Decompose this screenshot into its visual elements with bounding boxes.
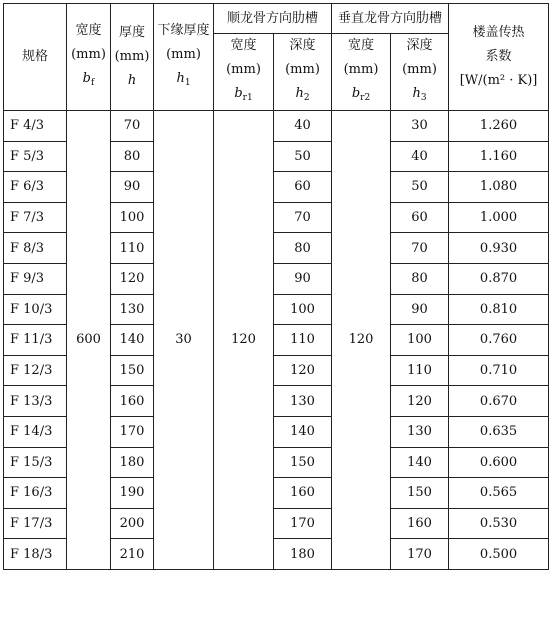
along-depth-cell: 160 (274, 478, 332, 509)
header-perp-joist-rib-group: 垂直龙骨方向肋槽 (332, 4, 449, 34)
spec-cell: F 13/3 (4, 386, 67, 417)
spec-cell: F 16/3 (4, 478, 67, 509)
heat-coef-cell: 0.810 (449, 294, 549, 325)
heat-coef-cell: 0.870 (449, 263, 549, 294)
thickness-cell: 80 (111, 141, 154, 172)
heat-coef-cell: 0.710 (449, 355, 549, 386)
heat-coef-cell: 0.760 (449, 325, 549, 356)
perp-depth-cell: 90 (391, 294, 449, 325)
thickness-cell: 70 (111, 111, 154, 142)
along-depth-cell: 90 (274, 263, 332, 294)
perp-depth-cell: 110 (391, 355, 449, 386)
header-thickness: 厚度 (mm) h (111, 4, 154, 111)
along-depth-cell: 120 (274, 355, 332, 386)
spec-cell: F 18/3 (4, 539, 67, 570)
along-depth-cell: 180 (274, 539, 332, 570)
header-spec: 规格 (4, 4, 67, 111)
spec-cell: F 8/3 (4, 233, 67, 264)
thickness-cell: 210 (111, 539, 154, 570)
perp-depth-cell: 140 (391, 447, 449, 478)
perp-depth-cell: 170 (391, 539, 449, 570)
heat-coef-cell: 0.500 (449, 539, 549, 570)
thickness-cell: 160 (111, 386, 154, 417)
thickness-cell: 190 (111, 478, 154, 509)
heat-coef-cell: 1.080 (449, 172, 549, 203)
header-heat-transfer-coef: 楼盖传热 系数 [W/(m² · K)] (449, 4, 549, 111)
along-depth-cell: 80 (274, 233, 332, 264)
bottom-edge-merged-cell: 30 (154, 111, 214, 570)
spec-cell: F 11/3 (4, 325, 67, 356)
spec-cell: F 10/3 (4, 294, 67, 325)
perp-depth-cell: 120 (391, 386, 449, 417)
header-perp-depth: 深度 (mm) $h_3$ (391, 34, 449, 111)
along-depth-cell: 170 (274, 508, 332, 539)
perp-depth-cell: 130 (391, 416, 449, 447)
along-depth-cell: 100 (274, 294, 332, 325)
spec-cell: F 6/3 (4, 172, 67, 203)
thickness-cell: 90 (111, 172, 154, 203)
heat-coef-cell: 0.930 (449, 233, 549, 264)
table-row (4, 111, 549, 142)
perp-depth-cell: 150 (391, 478, 449, 509)
along-depth-cell: 140 (274, 416, 332, 447)
heat-coef-cell: 0.600 (449, 447, 549, 478)
along-depth-cell: 110 (274, 325, 332, 356)
heat-coef-cell: 0.565 (449, 478, 549, 509)
table-body (4, 111, 549, 570)
thickness-cell: 140 (111, 325, 154, 356)
floor-panel-spec-table (3, 3, 549, 570)
heat-coef-cell: 1.000 (449, 202, 549, 233)
thickness-cell: 100 (111, 202, 154, 233)
perp-depth-cell: 70 (391, 233, 449, 264)
perp-depth-cell: 80 (391, 263, 449, 294)
spec-cell: F 5/3 (4, 141, 67, 172)
along-depth-cell: 40 (274, 111, 332, 142)
heat-coef-cell: 0.670 (449, 386, 549, 417)
header-perp-width: 宽度 (mm) $b_{r2}$ (332, 34, 391, 111)
heat-coef-cell: 0.635 (449, 416, 549, 447)
thickness-cell: 180 (111, 447, 154, 478)
along-depth-cell: 60 (274, 172, 332, 203)
header-bottom-edge: 下缘厚度 (mm) $h_1$ (154, 4, 214, 111)
thickness-cell: 200 (111, 508, 154, 539)
perp-depth-cell: 50 (391, 172, 449, 203)
header-along-joist-rib-group: 顺龙骨方向肋槽 (214, 4, 332, 34)
spec-cell: F 7/3 (4, 202, 67, 233)
thickness-cell: 130 (111, 294, 154, 325)
perp-width-merged-cell: 120 (332, 111, 391, 570)
header-width: 宽度 (mm) $b_f$ (67, 4, 111, 111)
spec-cell: F 14/3 (4, 416, 67, 447)
spec-cell: F 15/3 (4, 447, 67, 478)
perp-depth-cell: 40 (391, 141, 449, 172)
perp-depth-cell: 160 (391, 508, 449, 539)
perp-depth-cell: 60 (391, 202, 449, 233)
heat-coef-cell: 1.260 (449, 111, 549, 142)
spec-cell: F 4/3 (4, 111, 67, 142)
along-depth-cell: 150 (274, 447, 332, 478)
along-depth-cell: 50 (274, 141, 332, 172)
thickness-cell: 110 (111, 233, 154, 264)
width-merged-cell: 600 (67, 111, 111, 570)
thickness-cell: 120 (111, 263, 154, 294)
spec-cell: F 9/3 (4, 263, 67, 294)
perp-depth-cell: 30 (391, 111, 449, 142)
spec-cell: F 17/3 (4, 508, 67, 539)
header-along-width: 宽度 (mm) $b_{r1}$ (214, 34, 274, 111)
spec-cell: F 12/3 (4, 355, 67, 386)
header-along-depth: 深度 (mm) $h_2$ (274, 34, 332, 111)
along-depth-cell: 70 (274, 202, 332, 233)
thickness-cell: 150 (111, 355, 154, 386)
along-depth-cell: 130 (274, 386, 332, 417)
heat-coef-cell: 1.160 (449, 141, 549, 172)
perp-depth-cell: 100 (391, 325, 449, 356)
thickness-cell: 170 (111, 416, 154, 447)
along-width-merged-cell: 120 (214, 111, 274, 570)
heat-coef-cell: 0.530 (449, 508, 549, 539)
